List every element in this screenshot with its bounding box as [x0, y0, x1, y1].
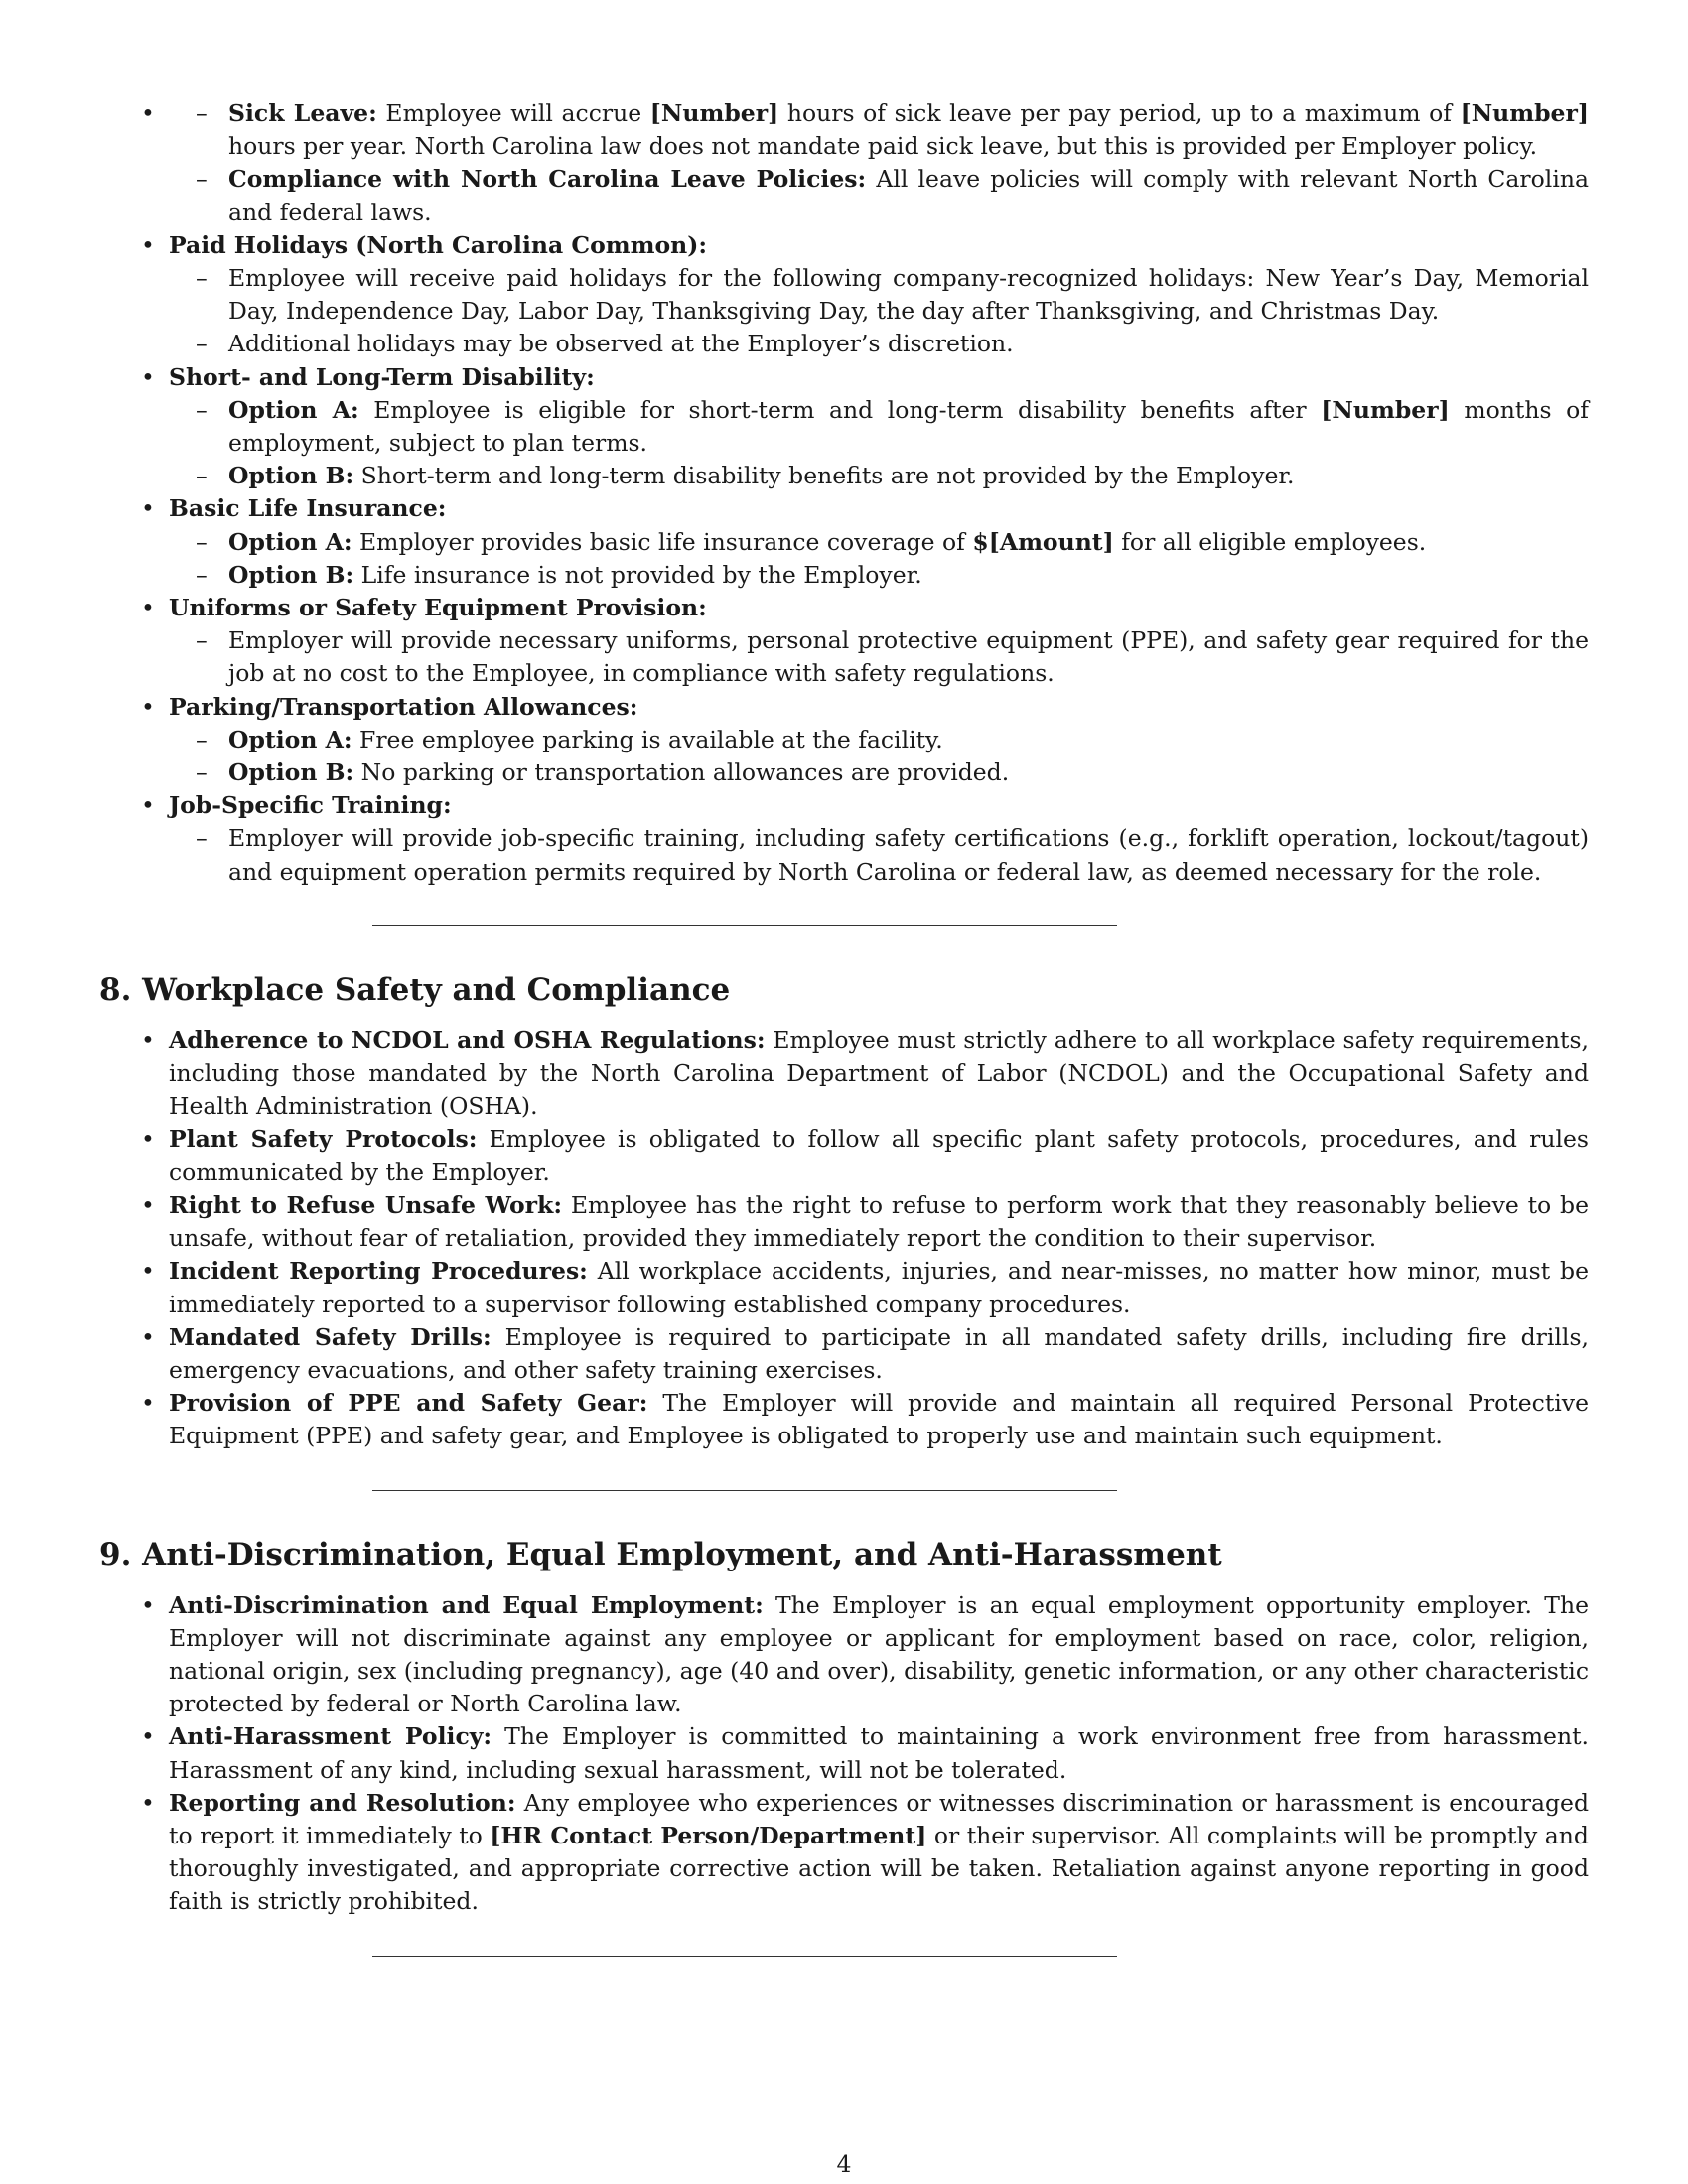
- list-item: [169, 1123, 1589, 1188]
- section-9-list: [99, 1589, 1589, 1919]
- benefit-item-parking: [169, 691, 1589, 790]
- sub-item-text: Employer provides basic life insurance coverage of $[Amount] for all eligible employees.: [352, 527, 1427, 556]
- sub-item-label: Option B:: [228, 758, 354, 787]
- list-item-label: Mandated Safety Drills:: [169, 1322, 492, 1351]
- list-item-label: Reporting and Resolution:: [169, 1788, 516, 1817]
- sub-list: [169, 394, 1589, 493]
- sub-item: [228, 97, 1589, 163]
- leave-sub-list: [169, 97, 1589, 229]
- sub-item: [228, 460, 1589, 492]
- sub-list: [169, 724, 1589, 789]
- sub-item-label: Sick Leave:: [228, 99, 377, 127]
- list-item-label: Anti-Discrimination and Equal Employment:: [169, 1590, 764, 1619]
- sub-item: [228, 163, 1589, 228]
- sub-list: [169, 822, 1589, 887]
- list-item-text: Employee is obligated to follow all specific plant safety protocols, procedures, and rules communicated by the Employer.: [169, 1125, 1589, 1186]
- sub-item-label: Option A:: [228, 395, 359, 424]
- placeholder-field: [HR Contact Person/Department]: [490, 1821, 927, 1849]
- sub-item: [228, 822, 1589, 887]
- sub-item-text: Employee will receive paid holidays for the following company-recognized holidays: New Year’s Day, Memorial Day, Independence Day, Labor Day, Thanksgiving Day, the day after Thanksgiving, and Christmas Day.: [228, 264, 1589, 326]
- benefit-item-label: Parking/Transportation Allowances:: [169, 692, 638, 721]
- sub-item-text: Short-term and long-term disability benefits are not provided by the Employer.: [353, 462, 1295, 490]
- sub-item-label: Option B:: [228, 462, 354, 490]
- sub-item-text: Life insurance is not provided by the Employer.: [353, 560, 922, 589]
- list-item-text: Employee must strictly adhere to all workplace safety requirements, including those mandated by the North Carolina Department of Labor (NCDOL) and the Occupational Safety and Health Administration (OSHA).: [169, 1025, 1589, 1121]
- list-item: [169, 1387, 1589, 1452]
- benefit-item-label: Paid Holidays (North Carolina Common):: [169, 230, 708, 259]
- section-heading-9: 9. Anti-Discrimination, Equal Employment, and Anti-Harassment: [99, 1536, 1222, 1572]
- sub-item-text: Additional holidays may be observed at the Employer’s discretion.: [228, 330, 1014, 358]
- sub-item-text: Employer will provide necessary uniforms, personal protective equipment (PPE), and safety gear required for the job at no cost to the Employee, in compliance with safety regulations.: [228, 626, 1589, 688]
- benefit-item-label: Uniforms or Safety Equipment Provision:: [169, 594, 707, 622]
- list-item-text: Any employee who experiences or witnesses discrimination or harassment is encouraged to report it immediately to [HR Contact Person/Department] or their supervisor. All complaints will be promptly and thoroughly investigated, and appropriate corrective action will be taken. Retaliation against anyone reporting in good faith is strictly prohibited.: [169, 1788, 1589, 1916]
- sub-item-text: No parking or transportation allowances are provided.: [353, 758, 1010, 787]
- sub-list: [169, 624, 1589, 690]
- list-item-text: Employee has the right to refuse to perform work that they reasonably believe to be unsafe, without fear of retaliation, provided they immediately report the condition to their supervisor.: [169, 1190, 1589, 1253]
- page-content: [99, 97, 1589, 1957]
- sub-item-text: Employer will provide job-specific training, including safety certifications (e.g., forklift operation, lockout/tagout) and equipment operation permits required by North Carolina or federal law, as deemed necessary for the role.: [228, 824, 1589, 886]
- list-item-text: The Employer is an equal employment opportunity employer. The Employer will not discriminate against any employee or applicant for employment based on race, color, religion, national origin, sex (including pregnancy), age (40 and over), disability, genetic information, or any other characteristic protected by federal or North Carolina law.: [169, 1590, 1589, 1718]
- sub-list: [169, 262, 1589, 361]
- benefit-item-disability: [169, 361, 1589, 493]
- sub-item-label: Option A:: [228, 527, 352, 556]
- sub-item-text: Employee is eligible for short-term and long-term disability benefits after [Number] months of employment, subject to plan terms.: [228, 395, 1589, 458]
- sub-item: [228, 559, 1589, 592]
- section-divider: [372, 1490, 1117, 1491]
- benefit-item-label: Job-Specific Training:: [169, 791, 452, 820]
- sub-item-text: Free employee parking is available at the facility.: [352, 725, 943, 753]
- sub-item: [228, 262, 1589, 328]
- sub-item-text: Employee will accrue [Number] hours of sick leave per pay period, up to a maximum of [Number] hours per year. North Carolina law does not mandate paid sick leave, but this is provided per Employer policy.: [228, 99, 1590, 161]
- benefit-item-paid-holidays: [169, 229, 1589, 361]
- section-divider: [372, 1956, 1117, 1957]
- list-item-label: Adherence to NCDOL and OSHA Regulations:: [169, 1025, 766, 1054]
- list-item: [169, 1720, 1589, 1786]
- list-item-label: Right to Refuse Unsafe Work:: [169, 1190, 562, 1219]
- benefit-item-label: Basic Life Insurance:: [169, 494, 447, 523]
- list-item-text: All workplace accidents, injuries, and near-misses, no matter how minor, must be immediately reported to a supervisor following established company procedures.: [169, 1257, 1589, 1318]
- sub-item: [228, 394, 1589, 460]
- page-number: 4: [836, 2150, 852, 2178]
- sub-item: [228, 328, 1589, 360]
- benefit-item-leave-continued: [169, 97, 1589, 229]
- section-8-list: [99, 1024, 1589, 1453]
- sub-item-label: Compliance with North Carolina Leave Policies:: [228, 165, 867, 194]
- sub-item: [228, 756, 1589, 789]
- placeholder-field: [Number]: [1321, 395, 1450, 424]
- list-item-text: The Employer is committed to maintaining a work environment free from harassment. Harassment of any kind, including sexual harassment, will not be tolerated.: [169, 1722, 1589, 1784]
- sub-item: [228, 724, 1589, 756]
- sub-list: [169, 526, 1589, 592]
- benefit-item-training: [169, 789, 1589, 888]
- section-divider: [372, 925, 1117, 926]
- sub-item-text: All leave policies will comply with relevant North Carolina and federal laws.: [228, 165, 1589, 226]
- sub-item-label: Option A:: [228, 725, 352, 753]
- benefit-item-life-insurance: [169, 492, 1589, 592]
- list-item: [169, 1024, 1589, 1124]
- list-item-label: Plant Safety Protocols:: [169, 1125, 478, 1154]
- list-item-text: Employee is required to participate in all mandated safety drills, including fire drills, emergency evacuations, and other safety training exercises.: [169, 1322, 1589, 1384]
- placeholder-field: $[Amount]: [972, 527, 1114, 556]
- placeholder-field: [Number]: [1460, 99, 1590, 127]
- sub-item: [228, 526, 1589, 559]
- list-item-text: The Employer will provide and maintain all required Personal Protective Equipment (PPE) and safety gear, and Employee is obligated to properly use and maintain such equipment.: [169, 1389, 1589, 1450]
- list-item-label: Incident Reporting Procedures:: [169, 1257, 588, 1286]
- benefit-item-uniforms: [169, 592, 1589, 691]
- list-item-label: Provision of PPE and Safety Gear:: [169, 1389, 648, 1418]
- list-item: [169, 1255, 1589, 1320]
- list-item: [169, 1189, 1589, 1255]
- list-item: [169, 1787, 1589, 1919]
- placeholder-field: [Number]: [649, 99, 779, 127]
- list-item-label: Anti-Harassment Policy:: [169, 1722, 492, 1751]
- list-item: [169, 1589, 1589, 1721]
- list-item: [169, 1321, 1589, 1387]
- benefits-list: [99, 97, 1589, 888]
- section-heading-8: 8. Workplace Safety and Compliance: [99, 971, 731, 1008]
- sub-item: [228, 624, 1589, 690]
- sub-item-label: Option B:: [228, 560, 354, 589]
- benefit-item-label: Short- and Long-Term Disability:: [169, 362, 595, 391]
